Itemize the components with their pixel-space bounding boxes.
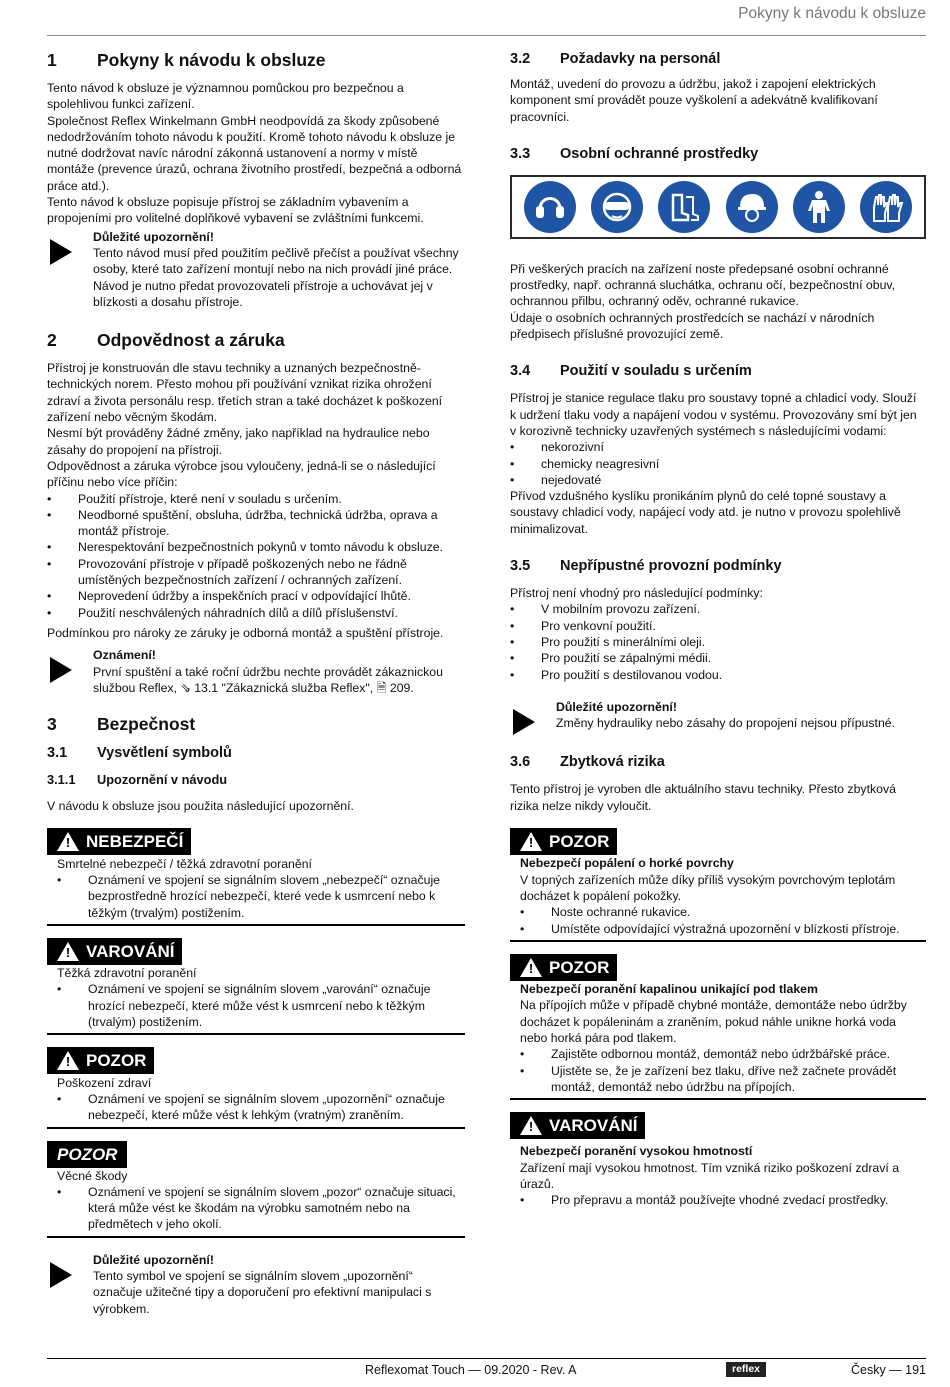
list-item: • Pro použití se zápalnými médii. xyxy=(510,650,926,666)
list-item: • Nerespektování bezpečnostních pokynů v tomto návodu k obsluze. xyxy=(47,539,465,555)
section-title: Vysvětlení symbolů xyxy=(97,745,232,762)
section-title: Zbytková rizika xyxy=(560,754,665,771)
ear-protection-icon xyxy=(524,181,576,233)
list-item: • Pro venkovní použití. xyxy=(510,618,926,634)
section-number: 3.6 xyxy=(510,754,531,771)
danger-warning-block xyxy=(47,828,465,925)
safety-boots-icon xyxy=(658,181,710,233)
paragraph: Odpovědnost a záruka výrobce jsou vyloučeny, jedná-li se o následující příčinu nebo více příčin: xyxy=(47,458,436,490)
section-3-2-heading xyxy=(510,50,926,68)
list-item: • Neodborné spuštění, obsluha, údržba, technická údržba, oprava a montáž přístroje. xyxy=(47,507,465,540)
list-item: • V mobilním provozu zařízení. xyxy=(510,601,926,617)
badge-label: VAROVÁNÍ xyxy=(86,941,175,961)
section-3-4-heading xyxy=(510,362,926,380)
badge-label: POZOR xyxy=(549,957,610,977)
arrow-icon xyxy=(50,239,72,265)
section-number: 2 xyxy=(47,330,57,351)
warning-triangle-icon xyxy=(520,832,542,851)
paragraph: V návodu k obsluze jsou použita následující upozornění. xyxy=(47,799,354,814)
warning-title: Nebezpečí poranění kapalinou unikající pod tlakem xyxy=(520,982,818,997)
list-item: • Pro použití s minerálními oleji. xyxy=(510,634,926,650)
safety-gloves-icon xyxy=(860,181,912,233)
section-title: Odpovědnost a záruka xyxy=(97,330,285,351)
note-text: První spuštění a také roční údržbu nechte provádět zákaznickou službou Reflex, ⇘ 13.1 "Zákaznická služba Reflex", 🗎 209. xyxy=(93,664,443,695)
section-title: Bezpečnost xyxy=(97,714,196,735)
paragraph: Přístroj je stanice regulace tlaku pro soustavy topné a chladicí vody. Slouží k udržení tlaku vody a napájení vodou v systému. Provozovány smí být jen v korozivně technicky uzavřených systémech s následujícími vodami: xyxy=(510,391,917,438)
warning-title: Nebezpečí poranění vysokou hmotností xyxy=(520,1144,753,1159)
section-title: Nepřípustné provozní podmínky xyxy=(560,558,782,575)
important-note xyxy=(510,699,926,732)
note-title: Důležité upozornění! xyxy=(556,699,677,714)
protective-suit-icon xyxy=(793,181,845,233)
note-title: Oznámení! xyxy=(93,648,156,663)
section-title: Požadavky na personál xyxy=(560,51,721,67)
right-column xyxy=(510,50,926,1209)
section-number: 3.4 xyxy=(510,363,531,380)
list-item: • Umístěte odpovídající výstražná upozornění v blízkosti přístroje. xyxy=(520,921,926,937)
list-item: • Pro přepravu a montáž používejte vhodné zvedací prostředky. xyxy=(520,1192,926,1208)
warning-text: V topných zařízeních může díky příliš vysokým povrchovým teplotám docházet k popálení pokožky. xyxy=(520,872,896,903)
footer-page-number: Česky — 191 xyxy=(850,1363,926,1377)
arrow-icon xyxy=(513,709,535,735)
footer-rule xyxy=(47,1358,926,1359)
warning-subtitle: Těžká zdravotní poranění xyxy=(57,966,197,981)
note-text: Změny hydrauliky nebo zásahy do propojení nejsou přípustné. xyxy=(556,716,896,731)
warning-badge xyxy=(510,1112,645,1139)
caution-badge xyxy=(47,1047,154,1074)
paragraph: Společnost Reflex Winkelmann GmbH neodpovídá za škody způsobené nedodržováním tohoto návodu k použití. Kromě tohoto návodu k obsluze je nutné dodržovat navíc národní zákonná ustanovení a normy v místě montáže (prevence úrazů, ochrana životního prostředí, bezpečná a odborná práce atd.). xyxy=(47,113,462,193)
warning-subtitle: Poškození zdraví xyxy=(57,1075,152,1090)
reflex-logo: reflex xyxy=(726,1362,766,1377)
paragraph: Přístroj je konstruován dle stavu techniky a uznaných bezpečnostně-technických norem. Přesto mohou při používání vznikat rizika ohrožení zdraví a života personálu resp. třetích stran a také docházet k poškození zařízení nebo věcným škodám. xyxy=(47,361,443,425)
badge-label: VAROVÁNÍ xyxy=(549,1116,638,1136)
badge-label: POZOR xyxy=(86,1051,147,1071)
header-rule xyxy=(47,35,926,36)
note-title: Důležité upozornění! xyxy=(93,1252,214,1267)
arrow-icon xyxy=(50,657,72,683)
hard-hat-icon xyxy=(726,181,778,233)
cause-list xyxy=(47,491,465,621)
paragraph: Podmínkou pro nároky ze záruky je odborná montáž a spuštění přístroje. xyxy=(47,625,444,640)
left-column xyxy=(47,50,465,1317)
high-weight-warning xyxy=(510,1112,926,1208)
section-1-heading xyxy=(47,50,465,70)
paragraph: Při veškerých pracích na zařízení noste předepsané osobní ochranné prostředky, např. ochranná sluchátka, ochranu očí, bezpečnostní obuv, ochrannou přilbu, ochranný oděv, ochranné rukavice. xyxy=(510,261,896,309)
note-text: Tento symbol ve spojení se signálním slovem „upozornění“ označuje užitečné tipy a doporučení pro efektivní manipulaci s výrobkem. xyxy=(93,1269,432,1316)
list-item: • Oznámení ve spojení se signálním slovem „pozor“ označuje situaci, která může vést ke škodám na výrobku samotném nebo na předmětech v jeho okolí. xyxy=(57,1184,465,1233)
list-item: • Oznámení ve spojení se signálním slovem „upozornění“ označuje nebezpečí, které může vést k lehkým (vratným) zraněním. xyxy=(57,1091,465,1124)
safety-goggles-icon xyxy=(591,181,643,233)
section-3-5-heading xyxy=(510,557,926,575)
list-item: • Použití přístroje, které není v souladu s určením. xyxy=(47,491,465,507)
section-number: 3 xyxy=(47,714,57,735)
section-3-1-heading xyxy=(47,744,465,762)
warning-subtitle: Smrtelné nebezpečí / těžká zdravotní poranění xyxy=(57,856,312,871)
section-title: Pokyny k návodu k obsluze xyxy=(97,50,326,70)
warning-triangle-icon xyxy=(57,1051,79,1070)
list-item: • Zajistěte odbornou montáž, demontáž nebo údržbářské práce. xyxy=(520,1046,926,1062)
section-3-heading xyxy=(47,714,465,734)
warning-block xyxy=(47,938,465,1035)
warning-badge xyxy=(47,938,182,965)
paragraph: Přívod vzdušného kyslíku pronikáním plynů do celé topné soustavy a soustavy chladicí vody, napájecí vody atd. je nutno v provozu spolehlivě minimalizovat. xyxy=(510,489,901,536)
page-header-title: Pokyny k návodu k obsluze xyxy=(738,5,926,22)
notice-badge: POZOR xyxy=(47,1141,127,1168)
note-text: Tento návod musí před použitím pečlivě přečíst a používat všechny osoby, které tato zařízení montují nebo na nich provádí jiné práce. Návod je nutno předat provozovateli přístroje a uchovávat jej v blízkosti a dosahu přístroje. xyxy=(93,245,459,309)
section-number: 3.1.1 xyxy=(47,772,76,788)
paragraph: Montáž, uvedení do provozu a údržbu, jakož i zapojení elektrických komponent smí provádět pouze vyškolení a adekvátně kvalifikovaní pracovníci. xyxy=(510,77,878,124)
warning-triangle-icon xyxy=(520,1116,542,1135)
section-3-6-heading xyxy=(510,753,926,771)
list-item: • nejedovaté xyxy=(510,472,926,488)
caution-badge xyxy=(510,954,617,981)
warning-text: Na přípojích může v případě chybné montáže, demontáže nebo údržby docházet k popáleninám a zraněním, pokud náhle unikne horká voda nebo horká pára pod tlakem. xyxy=(520,998,907,1045)
warning-triangle-icon xyxy=(57,832,79,851)
ppe-icon-strip xyxy=(510,175,926,239)
condition-list xyxy=(510,601,926,682)
paragraph: Údaje o osobních ochranných prostředcích se nachází v národních předpisech příslušné provozující země. xyxy=(510,310,875,342)
water-type-list xyxy=(510,439,926,488)
caution-badge xyxy=(510,828,617,855)
hot-surface-warning xyxy=(510,828,926,942)
danger-badge xyxy=(47,828,191,855)
list-item: • nekorozivní xyxy=(510,439,926,455)
warning-subtitle: Věcné škody xyxy=(57,1168,128,1183)
notice-note xyxy=(47,647,465,696)
list-item: • Pro použití s destilovanou vodou. xyxy=(510,667,926,683)
paragraph: Nesmí být prováděny žádné změny, jako například na hydraulice nebo zásahy do propojení na přístroji. xyxy=(47,426,430,457)
section-3-3-heading xyxy=(510,145,926,163)
section-title: Upozornění v návodu xyxy=(97,772,228,788)
paragraph: Tento návod k obsluze je významnou pomůckou pro bezpečnou a spolehlivou funkci zařízení. xyxy=(47,81,404,112)
section-number: 3.2 xyxy=(510,51,531,67)
list-item: • Použití neschválených náhradních dílů a dílů příslušenství. xyxy=(47,605,465,621)
section-number: 1 xyxy=(47,50,57,70)
important-note xyxy=(47,229,465,310)
paragraph: Tento návod k obsluze popisuje přístroj se základním vybavením a propojeními pro volitelné doplňkové vybavení se zvláštními funkcemi. xyxy=(47,195,424,226)
caution-block xyxy=(47,1047,465,1128)
warning-triangle-icon xyxy=(57,942,79,961)
pressure-liquid-warning xyxy=(510,954,926,1100)
list-item: • Neprovedení údržby a inspekčních prací v odpovídající lhůtě. xyxy=(47,588,465,604)
list-item: • Provozování přístroje v případě poškozených nebo ne řádně umístěných bezpečnostních zařízení / ochranných zařízení. xyxy=(47,556,465,589)
section-title: Použití v souladu s určením xyxy=(560,363,752,380)
section-title: Osobní ochranné prostředky xyxy=(560,145,759,162)
warning-text: Zařízení mají vysokou hmotnost. Tím vzniká riziko poškození zdraví a úrazů. xyxy=(520,1160,900,1192)
list-item: • Oznámení ve spojení se signálním slovem „varování“ označuje hrozící nebezpečí, které může vést k usmrcení nebo k těžkým (trvalým) postižením. xyxy=(57,981,465,1030)
paragraph: Přístroj není vhodný pro následující podmínky: xyxy=(510,586,763,601)
list-item: • Oznámení ve spojení se signálním slovem „nebezpečí“ označuje bezprostředně hrozící nebezpečí, které vede k usmrcení nebo k těžkým (trvalým) postižením. xyxy=(57,872,465,921)
property-damage-block xyxy=(47,1141,465,1238)
note-title: Důležité upozornění! xyxy=(93,229,214,244)
section-number: 3.3 xyxy=(510,145,531,162)
section-2-heading xyxy=(47,330,465,350)
list-item: • Noste ochranné rukavice. xyxy=(520,904,926,920)
footer-doc-info: Reflexomat Touch — 09.2020 - Rev. A xyxy=(365,1363,577,1377)
badge-label: NEBEZPEČÍ xyxy=(86,832,184,852)
important-note xyxy=(47,1252,465,1317)
section-number: 3.1 xyxy=(47,745,68,762)
list-item: • Ujistěte se, že je zařízení bez tlaku, dříve než začnete provádět montáž, demontáž nebo údržbu na přípojích. xyxy=(520,1063,926,1096)
paragraph: Tento přístroj je vyroben dle aktuálního stavu techniky. Přesto zbytková rizika nelze nikdy vyloučit. xyxy=(510,782,896,813)
arrow-icon xyxy=(50,1262,72,1288)
warning-triangle-icon xyxy=(520,958,542,977)
section-3-1-1-heading xyxy=(47,772,465,788)
section-number: 3.5 xyxy=(510,558,531,575)
list-item: • chemicky neagresivní xyxy=(510,456,926,472)
badge-label: POZOR xyxy=(549,832,610,852)
warning-title: Nebezpečí popálení o horké povrchy xyxy=(520,856,734,871)
